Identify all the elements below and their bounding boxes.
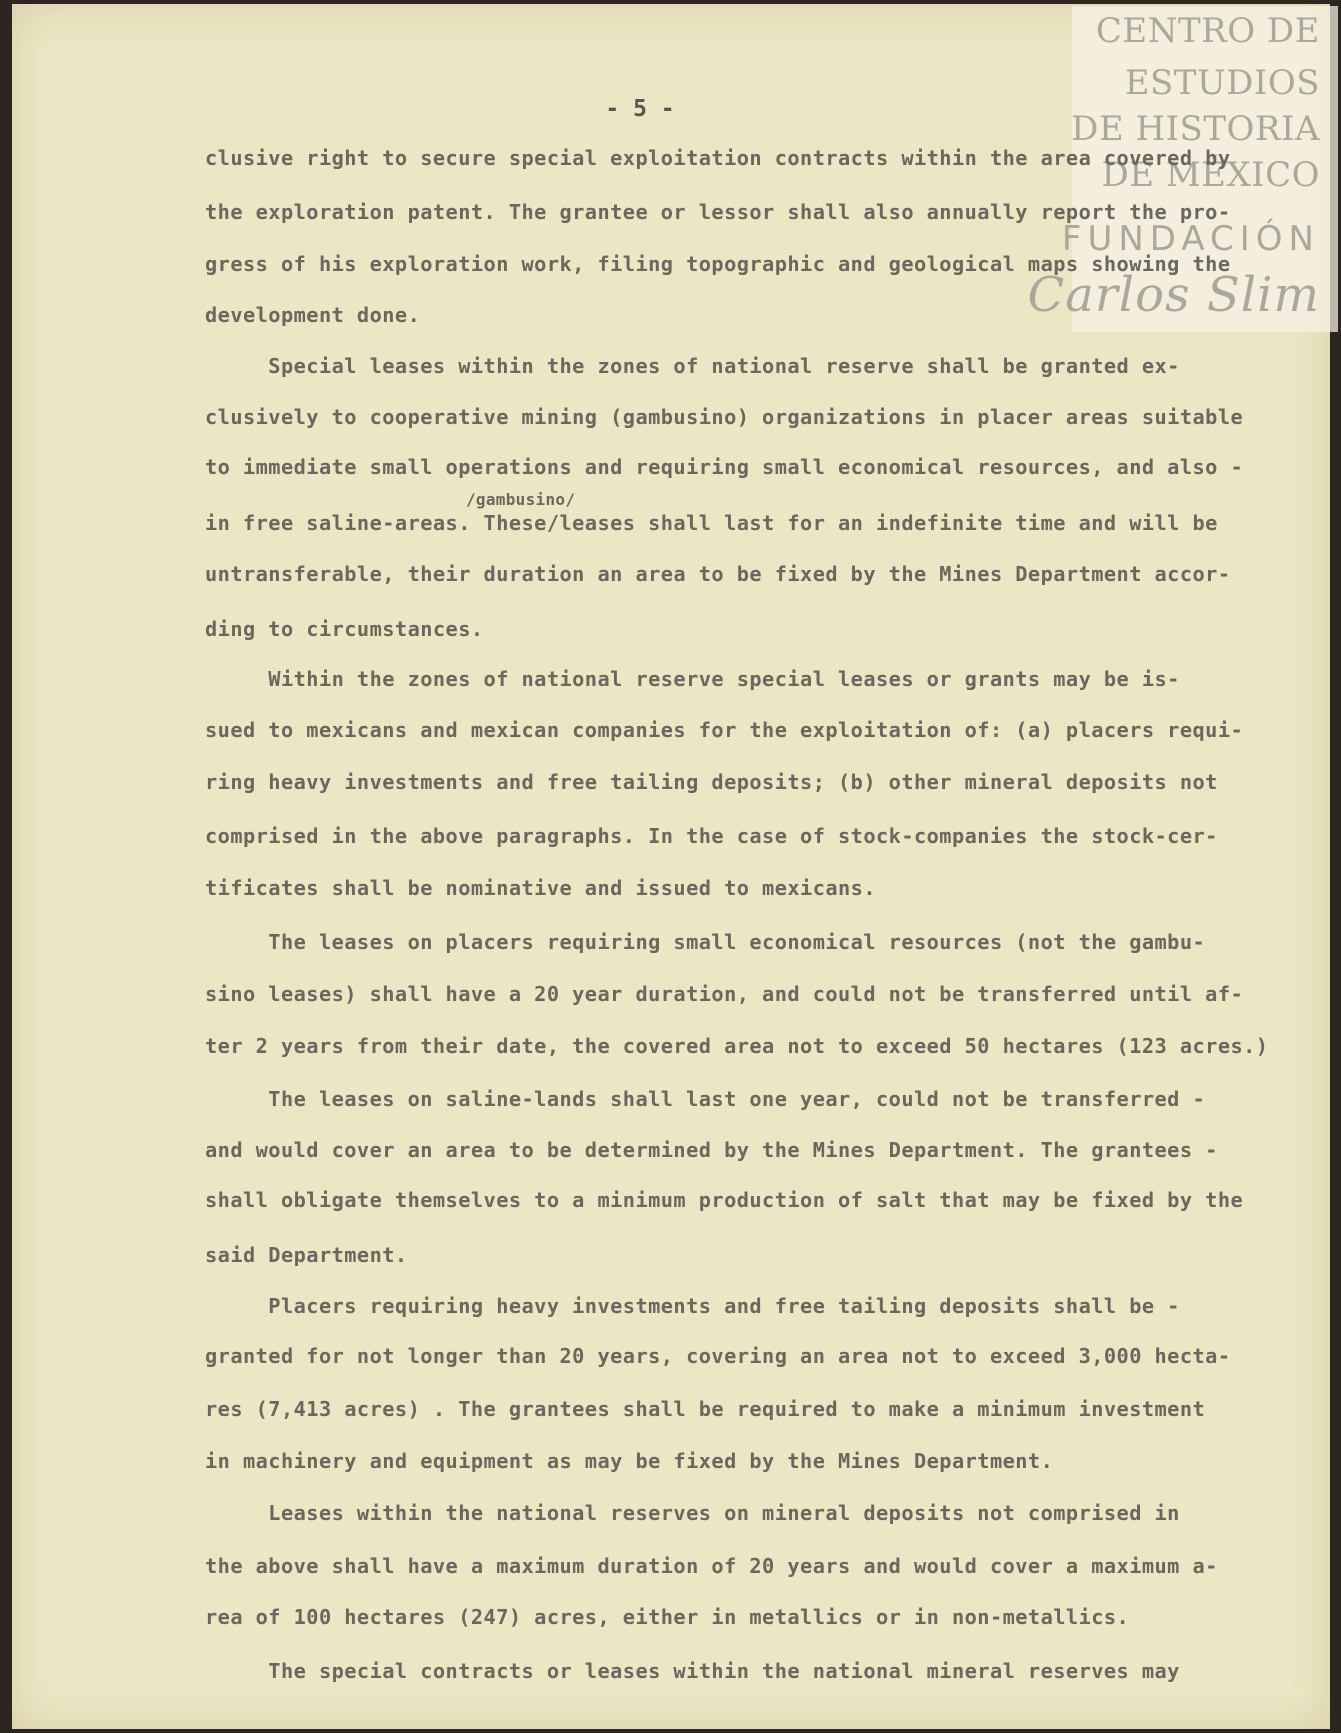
text-line: granted for not longer than 20 years, covering an area not to exceed 3,000 hecta- bbox=[205, 1344, 1231, 1368]
text-line: to immediate small operations and requiring small economical resources, and also - bbox=[205, 455, 1244, 479]
text-line: tificates shall be nominative and issued to mexicans. bbox=[205, 876, 876, 900]
text-line: Placers requiring heavy investments and free tailing deposits shall be - bbox=[205, 1294, 1180, 1318]
watermark-signature: Carlos Slim bbox=[1027, 267, 1320, 323]
text-line: res (7,413 acres) . The grantees shall be required to make a minimum investment bbox=[205, 1397, 1206, 1421]
text-line: in free saline-areas. These/leases shall last for an indefinite time and will be bbox=[205, 511, 1218, 535]
text-line: in machinery and equipment as may be fixed by the Mines Department. bbox=[205, 1449, 1054, 1473]
text-line: ring heavy investments and free tailing deposits; (b) other mineral deposits not bbox=[205, 770, 1218, 794]
text-line: sued to mexicans and mexican companies for the exploitation of: (a) placers requi- bbox=[205, 718, 1244, 742]
text-line: ter 2 years from their date, the covered area not to exceed 50 hectares (123 acres.) bbox=[205, 1034, 1269, 1058]
text-line: clusive right to secure special exploitation contracts within the area covered by bbox=[205, 146, 1231, 170]
text-line: the exploration patent. The grantee or lessor shall also annually report the pro- bbox=[205, 200, 1231, 224]
text-line: shall obligate themselves to a minimum production of salt that may be fixed by the bbox=[205, 1188, 1244, 1212]
watermark-line: FUNDACIÓN bbox=[1061, 219, 1320, 259]
text-line: gress of his exploration work, filing topographic and geological maps showing the bbox=[205, 252, 1231, 276]
text-line: The leases on saline-lands shall last one year, could not be transferred - bbox=[205, 1087, 1206, 1111]
text-line: clusively to cooperative mining (gambusino) organizations in placer areas suitable bbox=[205, 405, 1244, 429]
watermark-line: ESTUDIOS bbox=[1124, 63, 1320, 103]
text-line: The leases on placers requiring small economical resources (not the gambu- bbox=[205, 930, 1206, 954]
text-line: Special leases within the zones of national reserve shall be granted ex- bbox=[205, 354, 1180, 378]
text-line: rea of 100 hectares (247) acres, either in metallics or in non-metallics. bbox=[205, 1605, 1130, 1629]
page-number: - 5 - bbox=[605, 96, 675, 122]
text-line: the above shall have a maximum duration of 20 years and would cover a maximum a- bbox=[205, 1554, 1218, 1578]
text-line: ding to circumstances. bbox=[205, 617, 484, 641]
text-line: development done. bbox=[205, 303, 421, 327]
watermark-line: CENTRO DE bbox=[1095, 11, 1320, 51]
text-line: The special contracts or leases within the national mineral reserves may bbox=[205, 1659, 1180, 1683]
interlinear-insertion: /gambusino/ bbox=[466, 490, 576, 509]
text-line: Within the zones of national reserve special leases or grants may be is- bbox=[205, 667, 1180, 691]
text-line: sino leases) shall have a 20 year duration, and could not be transferred until af- bbox=[205, 982, 1244, 1006]
text-line: untransferable, their duration an area to be fixed by the Mines Department accor- bbox=[205, 562, 1231, 586]
text-line: comprised in the above paragraphs. In the case of stock-companies the stock-cer- bbox=[205, 824, 1218, 848]
text-line: said Department. bbox=[205, 1243, 408, 1267]
text-line: and would cover an area to be determined by the Mines Department. The grantees - bbox=[205, 1138, 1218, 1162]
text-line: Leases within the national reserves on mineral deposits not comprised in bbox=[205, 1501, 1180, 1525]
watermark-line: DE HISTORIA bbox=[1071, 109, 1320, 149]
watermark-line: DE MÉXICO bbox=[1101, 155, 1320, 195]
